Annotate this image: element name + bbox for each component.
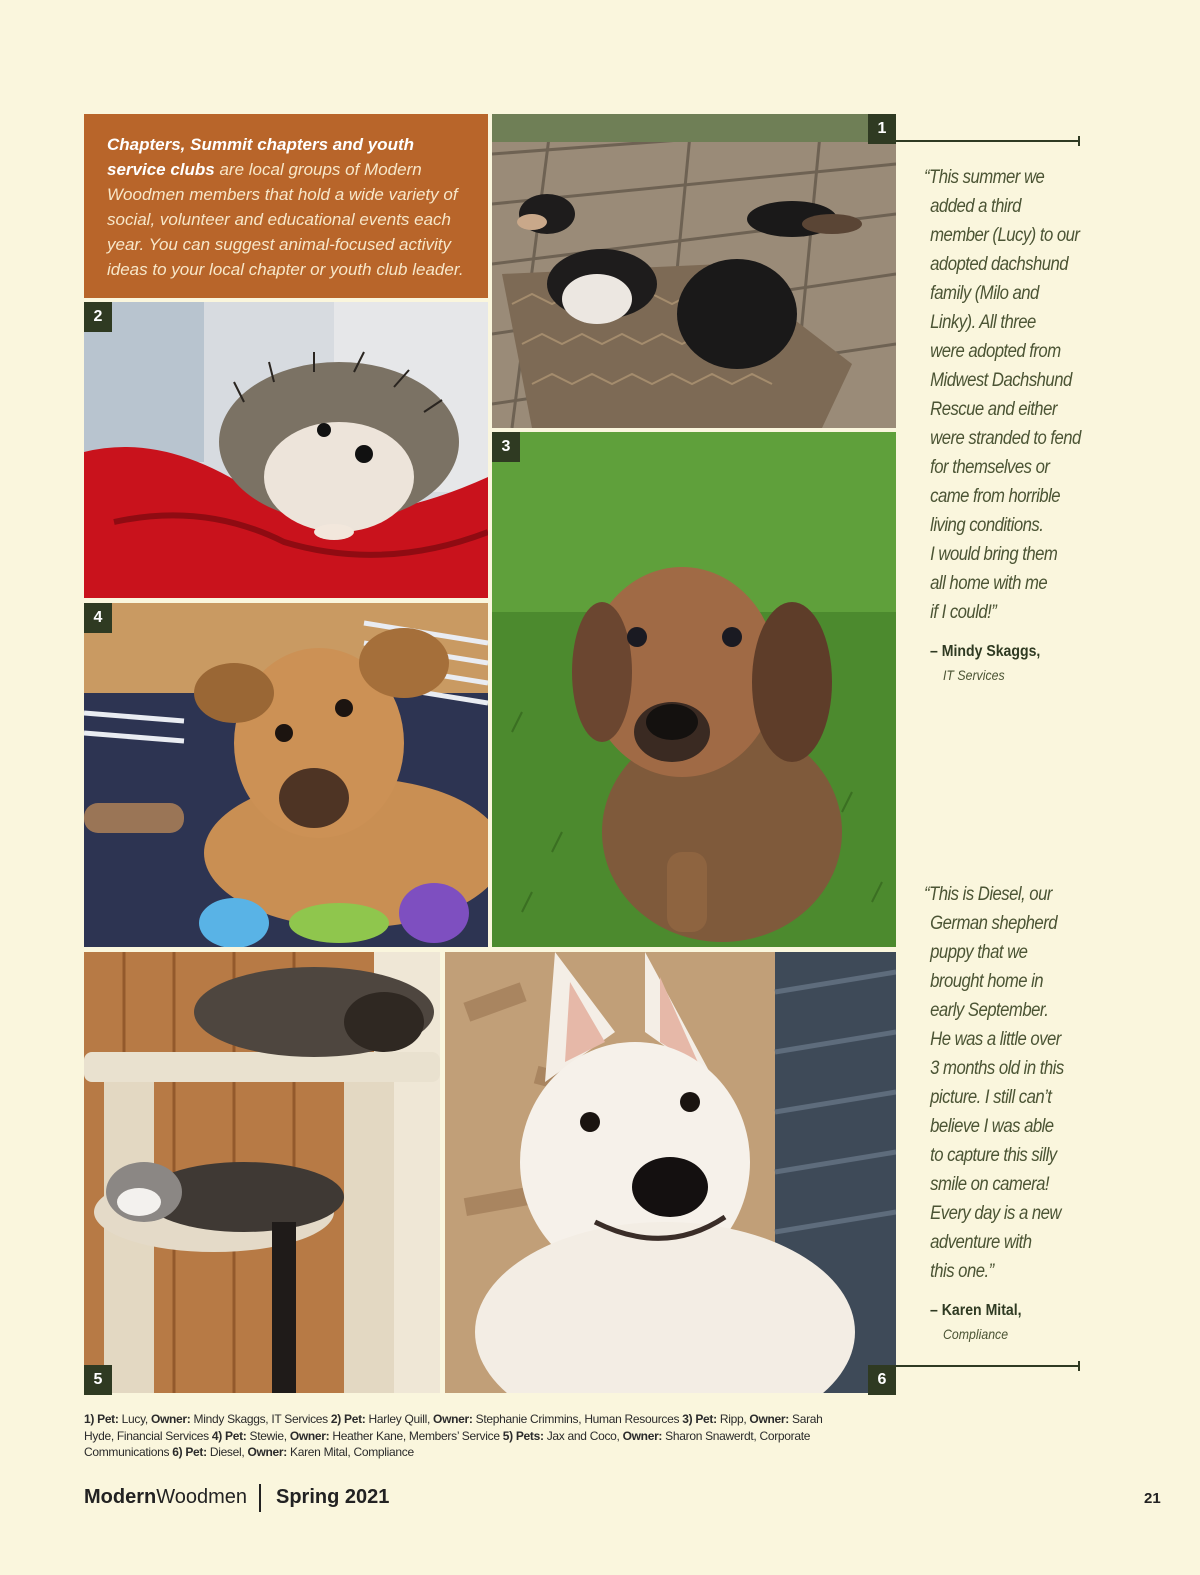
caption-pet-label: Pets: xyxy=(515,1428,544,1443)
quote-line: adopted dachshund xyxy=(930,254,1069,275)
quote-line: I would bring them xyxy=(930,544,1058,565)
quote-line: 3 months old in this xyxy=(930,1058,1064,1079)
caption-owner: Mindy Skaggs, IT Services xyxy=(190,1412,331,1426)
footer-divider xyxy=(259,1484,261,1512)
photo-2-badge: 2 xyxy=(84,302,112,332)
quote-line: smile on camera! xyxy=(930,1174,1050,1195)
photo-2-hedgehog xyxy=(84,302,488,598)
callout-text: are local groups of Modern Woodmen members that hold a wide variety of social, volunteer and educational events each year. You can suggest animal-focused activity ideas to your local chapter or youth club leader. xyxy=(107,160,464,279)
quote-line: living conditions. xyxy=(930,515,1044,536)
quote-line: member (Lucy) to our xyxy=(930,225,1080,246)
quote-karen-name: – Karen Mital, xyxy=(930,1302,1022,1319)
quote-line: all home with me xyxy=(930,573,1048,594)
caption-num: 2) xyxy=(330,1412,345,1426)
quote-line: this one.” xyxy=(930,1261,994,1282)
caption-pet: Ripp, xyxy=(716,1412,750,1426)
brand-strong: Modern xyxy=(84,1486,157,1508)
photo-6-white-puppy xyxy=(445,952,896,1393)
caption-num: 4) xyxy=(211,1428,225,1443)
caption-pet-label: Pet: xyxy=(225,1428,247,1443)
caption-num: 5) xyxy=(502,1428,516,1443)
caption-owner-label: Owner: xyxy=(289,1428,330,1443)
quote-line: came from horrible xyxy=(930,486,1061,507)
caption-owner-label: Owner: xyxy=(622,1428,663,1443)
caption-pet: Diesel, xyxy=(206,1445,248,1459)
top-rule xyxy=(896,140,1080,142)
caption-pet-label: Pet: xyxy=(344,1412,366,1426)
quote-mindy xyxy=(924,163,1081,627)
photo-3-badge: 3 xyxy=(492,432,520,462)
photo-1-dachshunds xyxy=(492,114,896,428)
page-number: 21 xyxy=(1144,1490,1161,1507)
quote-line: Linky). All three xyxy=(930,312,1036,333)
quote-line: early September. xyxy=(930,1000,1049,1021)
quote-line: Rescue and either xyxy=(930,399,1057,420)
quote-line: added a third xyxy=(930,196,1021,217)
caption-owner: Sarah Hyde, Financial Services xyxy=(84,1412,823,1443)
callout-bold-text: Chapters, Summit chapters and youth service clubs xyxy=(107,135,414,179)
caption-pet: Stewie, xyxy=(246,1428,290,1443)
quote-line: to capture this silly xyxy=(930,1145,1057,1166)
caption-owner-label: Owner: xyxy=(749,1412,789,1426)
caption-pet: Jax and Coco, xyxy=(543,1428,623,1443)
quote-line: He was a little over xyxy=(930,1029,1061,1050)
caption-pet-label: Pet: xyxy=(97,1412,119,1426)
photo-5-cats xyxy=(84,952,440,1393)
quote-line: German shepherd xyxy=(930,913,1058,934)
caption-owner-label: Owner: xyxy=(150,1412,191,1426)
quote-karen-dept: Compliance xyxy=(943,1326,1009,1342)
caption-owner-label: Owner: xyxy=(433,1412,473,1426)
bottom-rule-end xyxy=(1078,1361,1080,1371)
caption-owner: Sharon Snawerdt, Corporate Communications xyxy=(84,1428,811,1459)
caption-owner: Heather Kane, Members’ Service xyxy=(329,1428,503,1443)
quote-mindy-name: – Mindy Skaggs, xyxy=(930,643,1041,660)
caption-num: 3) xyxy=(682,1412,696,1426)
caption-owner: Karen Mital, Compliance xyxy=(287,1445,414,1459)
photo-4-badge: 4 xyxy=(84,603,112,633)
caption-owner: Stephanie Crimmins, Human Resources xyxy=(472,1412,683,1426)
chapters-callout xyxy=(84,114,488,298)
quote-line: believe I was able xyxy=(930,1116,1054,1137)
caption-num: 6) xyxy=(172,1445,186,1459)
brand-light: Woodmen xyxy=(156,1486,248,1508)
quote-line: if I could!” xyxy=(930,602,997,623)
photo-1-badge: 1 xyxy=(868,114,896,144)
quote-line: puppy that we xyxy=(930,942,1028,963)
quote-line: family (Milo and xyxy=(930,283,1039,304)
quote-line: Midwest Dachshund xyxy=(930,370,1072,391)
quote-karen xyxy=(924,880,1078,1286)
caption-pet: Lucy, xyxy=(118,1412,151,1426)
quote-line: “This summer we xyxy=(924,167,1045,188)
quote-line: adventure with xyxy=(930,1232,1032,1253)
quote-line: Every day is a new xyxy=(930,1203,1061,1224)
quote-line: were stranded to fend xyxy=(930,428,1081,449)
quote-mindy-dept: IT Services xyxy=(943,667,1005,683)
issue-label: Spring 2021 xyxy=(276,1486,390,1508)
caption-pet-label: Pet: xyxy=(695,1412,717,1426)
quote-line: for themselves or xyxy=(930,457,1050,478)
quote-line: “This is Diesel, our xyxy=(924,884,1052,905)
photo-6-badge: 6 xyxy=(868,1365,896,1395)
caption-owner-label: Owner: xyxy=(247,1445,287,1459)
bottom-rule xyxy=(896,1365,1080,1367)
photo-caption xyxy=(84,1411,854,1461)
quote-line: brought home in xyxy=(930,971,1044,992)
photo-3-puppy-grass xyxy=(492,432,896,947)
caption-pet-label: Pet: xyxy=(185,1445,207,1459)
caption-num: 1) xyxy=(84,1412,98,1426)
quote-line: were adopted from xyxy=(930,341,1061,362)
top-rule-end xyxy=(1078,136,1080,146)
photo-5-badge: 5 xyxy=(84,1365,112,1395)
brand-logo xyxy=(84,1486,247,1509)
quote-line: picture. I still can’t xyxy=(930,1087,1052,1108)
caption-pet: Harley Quill, xyxy=(365,1412,434,1426)
photo-4-puppy-bed xyxy=(84,603,488,947)
